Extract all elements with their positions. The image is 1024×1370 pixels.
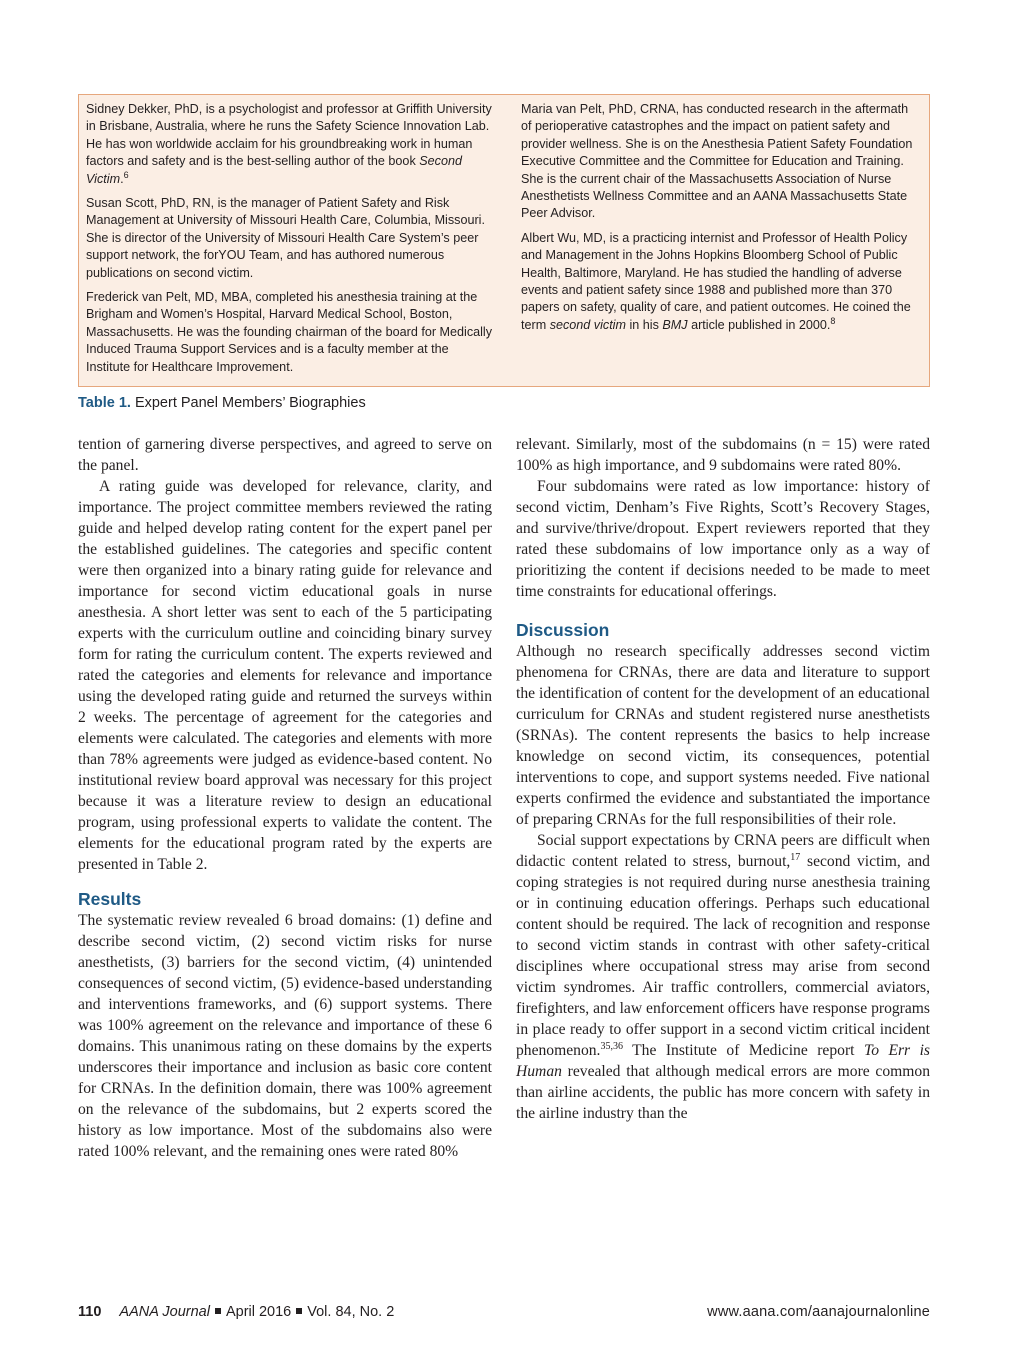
paragraph: A rating guide was developed for relevance, clarity, and importance. The project committee members reviewed the rating guide and helped develop rating content for the expert panel per the established guidelines. The categories and specific content were then organized into a binary rating guide for relevance and importance for second victim educational goals in nurse anesthesia. A short letter was sent to each of the 5 participating experts with the curriculum outline and coinciding binary survey form for rating the curriculum content. The experts reviewed and rated the categories and elements for relevance and importance using the developed rating guide and returned the surveys within 2 weeks. The percentage of agreement for the categories and elements were calculated. The categories and elements with more than 78% agreements were judged as evidence-based content. No institutional review board approval was necessary for this project because it was a literature review to design an educational program, using professional experts to validate the content. The elements for the educational program rated by the experts are presented in Table 2.: [78, 478, 492, 873]
bio-susan-scott: Susan Scott, PhD, RN, is the manager of Patient Safety and Risk Management at University of Missouri Health Care, Columbia, Missouri. She is director of the University of Missouri Health Care System’s peer support network, the forYOU Team, and has authored numerous publications on second victim.: [86, 196, 485, 280]
section-heading-results: Results: [78, 889, 142, 909]
table-caption-label: Table 1.: [78, 395, 131, 411]
bio-albert-wu: Albert Wu, MD, is a practicing internist and Professor of Health Policy and Management in the Johns Hopkins Bloomberg School of Public Health, Baltimore, Maryland. He has studied the handling of adverse events and patient safety since 1988 and published more than 370 papers on safety, quality of care, and patient outcomes. He coined the term second victim in his BMJ article published in 2000.$^8$: [521, 230, 911, 332]
paragraph: Social support expectations by CRNA peers are difficult when didactic content related to stress, burnout,$^{17}$ second victim, and coping strategies is not required during nurse anesthesia training or in continuing education offerings. Perhaps such educational content should be required. The lack of recognition and response to second victim stands in contrast with other safety-critical disciplines where occupational stress may arise from second victim syndromes. Air traffic controllers, commercial aviators, firefighters, and law enforcement officers have response programs in place ready to offer support in a second victim critical incident phenomenon.$^{35,36}$ The Institute of Medicine report To Err is Human revealed that although medical errors are more common than airline accidents, the public has more concern with safety in the airline industry than the: [516, 832, 930, 1122]
volume-info: Vol. 84, No. 2: [307, 1304, 395, 1320]
body-right-column: [516, 434, 930, 1124]
page-number: 110: [78, 1304, 102, 1320]
issue-date: April 2016: [225, 1304, 292, 1320]
bio-frederick-van-pelt: Frederick van Pelt, MD, MBA, completed his anesthesia training at the Brigham and Women’s Hospital, Harvard Medical School, Boston, Massachusetts. He was the founding chairman of the board for Medically Induced Trauma Support Services and is a faculty member at the Institute for Healthcare Improvement.: [86, 290, 493, 374]
paragraph: tention of garnering diverse perspectives, and agreed to serve on the panel.: [78, 436, 492, 474]
expert-panel-biographies-table: [78, 94, 930, 387]
journal-name: AANA Journal: [119, 1304, 210, 1320]
separator-square-icon: [296, 1308, 302, 1314]
separator-square-icon: [215, 1308, 221, 1314]
section-heading-discussion: Discussion: [516, 620, 610, 640]
biographies-left-column: [86, 101, 494, 383]
biographies-right-column: [521, 101, 921, 341]
paragraph: Four subdomains were rated as low importance: history of second victim, Denham’s Five Rights, Scott’s Recovery Stages, and survive/thrive/dropout. Expert reviewers reported that they rated these subdomains of low importance only as a way of prioritizing the content if decisions needed to be made to meet time constraints for educational offerings.: [516, 478, 930, 600]
table-caption-title: Expert Panel Members’ Biographies: [130, 395, 366, 411]
page-footer: [78, 1304, 930, 1326]
body-left-column: [78, 434, 492, 1162]
bio-maria-van-pelt: Maria van Pelt, PhD, CRNA, has conducted research in the aftermath of perioperative catastrophes and the impact on patient safety and provider wellness. She is on the Anesthesia Patient Safety Foundation Executive Committee and the Committee for Education and Training. She is the current chair of the Massachusetts Association of Nurse Anesthetists Wellness Committee and an AANA Massachusetts State Peer Advisor.: [521, 102, 913, 221]
paragraph: The systematic review revealed 6 broad domains: (1) define and describe second victim, (2) second victim risks for nurse anesthetists, (3) barriers for the second victim, (4) unintended consequences of second victim, (5) evidence-based understanding and interventions frameworks, and (6) support systems. There was 100% agreement on the relevance and importance of these 6 domains. This unanimous rating on these domains by the experts underscores their importance and inclusion as basic core content for CRNAs. In the definition domain, there was 100% agreement on the relevance of the subdomains, but 2 experts scored the history as low importance. Most of the subdomains also were rated 100% relevant, and the remaining ones were rated 80%: [78, 912, 492, 1160]
journal-url-link[interactable]: www.aana.com/aanajournalonline: [707, 1304, 930, 1320]
table-caption: [78, 395, 366, 411]
bio-sidney-dekker: Sidney Dekker, PhD, is a psychologist and professor at Griffith University in Brisbane, Australia, where he runs the Safety Science Innovation Lab. He has won worldwide acclaim for his groundbreaking work in human factors and safety and is the best-selling author of the book Second Victim.$^6$: [86, 102, 492, 186]
paragraph: Although no research specifically addresses second victim phenomena for CRNAs, there are data and literature to support the identification of content for the development of an educational curriculum for CRNAs and student registered nurse anesthetists (SRNAs). The content represents the basics to help increase knowledge on second victim, its consequences, potential interventions to cope, and support systems needed. Five national experts confirmed the evidence and substantiated the importance of preparing CRNAs for the full responsibilities of their role.: [516, 643, 930, 828]
paragraph: relevant. Similarly, most of the subdomains (n = 15) were rated 100% as high importance, and 9 subdomains were rated 80%.: [516, 436, 930, 474]
